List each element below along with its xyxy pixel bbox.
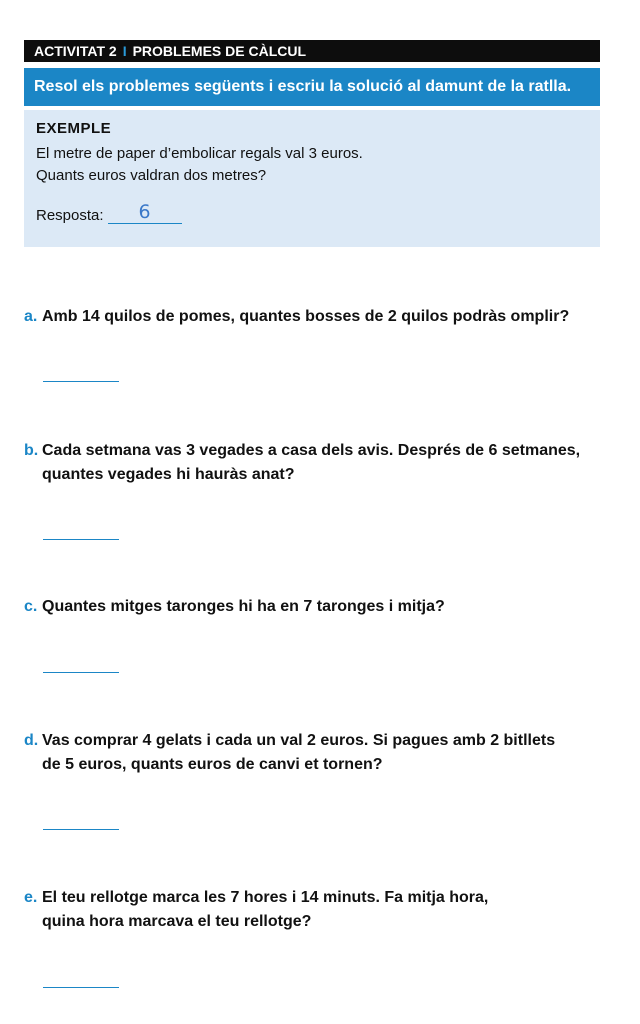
header-separator: I [122, 43, 127, 59]
handwritten-answer: 6 [138, 201, 151, 223]
example-title: EXEMPLE [36, 120, 112, 137]
instruction-banner: Resol els problemes següents i escriu la solució al damunt de la ratlla. [24, 68, 600, 106]
example-line: El metre de paper d’embolicar regals val 3 euros. [36, 145, 363, 162]
question-b [24, 439, 600, 487]
question-text: El teu rellotge marca les 7 hores i 14 minuts. Fa mitja hora, [42, 889, 489, 906]
question-c [24, 595, 600, 619]
answer-blank[interactable] [43, 539, 119, 540]
activity-title: PROBLEMES DE CÀLCUL [132, 43, 307, 59]
question-d [24, 729, 600, 777]
question-letter: a. [24, 308, 38, 325]
question-letter: d. [24, 732, 39, 749]
answer-blank[interactable] [43, 829, 119, 830]
question-text: Amb 14 quilos de pomes, quantes bosses de 2 quilos podràs omplir? [42, 308, 570, 325]
activity-number: ACTIVITAT 2 [34, 43, 117, 59]
example-answer-row [36, 201, 588, 224]
question-a [24, 305, 600, 329]
example-box [24, 110, 600, 247]
question-letter: e. [24, 889, 38, 906]
answer-blank[interactable] [43, 381, 119, 382]
question-text: Quantes mitges taronges hi ha en 7 taronges i mitja? [42, 598, 445, 615]
question-text: Cada setmana vas 3 vegades a casa dels avis. Després de 6 setmanes, [42, 442, 581, 459]
question-text: quina hora marcava el teu rellotge? [42, 913, 312, 930]
question-text: de 5 euros, quants euros de canvi et tornen? [42, 756, 383, 773]
answer-blank[interactable] [43, 672, 119, 673]
question-text: Vas comprar 4 gelats i cada un val 2 euros. Si pagues amb 2 bitllets [42, 732, 556, 749]
example-answer-line [108, 201, 182, 224]
question-letter: b. [24, 442, 39, 459]
question-letter: c. [24, 598, 38, 615]
answer-label: Resposta: [36, 207, 104, 224]
answer-blank[interactable] [43, 987, 119, 988]
example-line: Quants euros valdran dos metres? [36, 167, 267, 184]
question-text: quantes vegades hi hauràs anat? [42, 466, 295, 483]
question-e [24, 886, 600, 934]
activity-header [24, 40, 600, 62]
